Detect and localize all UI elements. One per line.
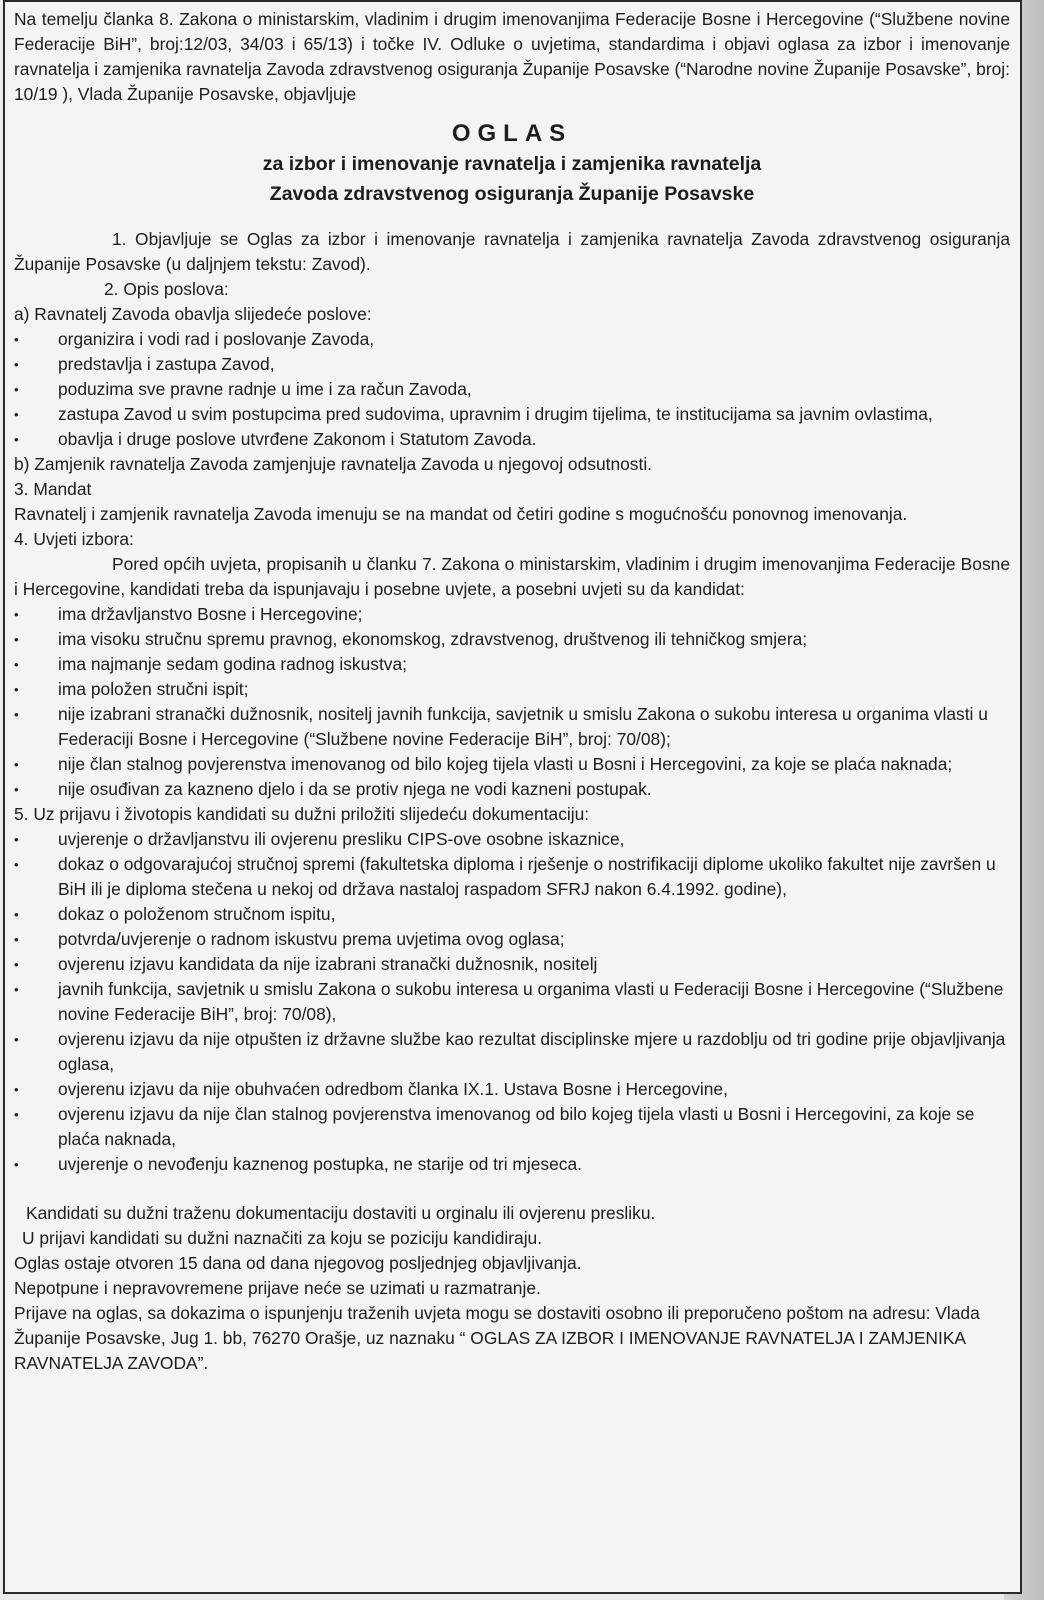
list-item: • nije član stalnog povjerenstva imenovanog od bilo kojeg tijela vlasti u Bosni i Hercegovini, za koje se plaća naknada;	[14, 752, 1010, 777]
notice-box	[3, 0, 1022, 1594]
list-item: • ima položen stručni ispit;	[14, 677, 1010, 702]
section-3-heading: 3. Mandat	[14, 479, 92, 499]
list-item: • ima visoku stručnu spremu pravnog, ekonomskog, zdravstvenog, društvenog ili tehničkog smjera;	[14, 627, 1010, 652]
closing-line-1: Kandidati su dužni traženu dokumentaciju dostaviti u orginalu ili ovjerenu presliku.	[26, 1203, 656, 1223]
list-item: • javnih funkcija, savjetnik u smislu Zakona o sukobu interesa u organima vlasti u Federaciji Bosne i Hercegovine (“Službene novine Federacije BiH”, broj: 70/08),	[14, 977, 1010, 1027]
section-1-text: 1. Objavljuje se Oglas za izbor i imenovanje ravnatelja i zamjenika ravnatelja Zavoda zdravstvenog osiguranja Županije Posavske (u daljnjem tekstu: Zavod).	[14, 229, 1010, 274]
closing-line-2: U prijavi kandidati su dužni naznačiti za koju se poziciju kandidiraju.	[22, 1228, 543, 1248]
section-5-heading: 5. Uz prijavu i životopis kandidati su dužni priložiti slijedeću dokumentaciju:	[14, 804, 590, 824]
section-2a-heading: a) Ravnatelj Zavoda obavlja slijedeće poslove:	[14, 304, 372, 324]
list-item: • ima najmanje sedam godina radnog iskustva;	[14, 652, 1010, 677]
section-4-heading: 4. Uvjeti izbora:	[14, 529, 134, 549]
section-4-text: Pored općih uvjeta, propisanih u članku 7. Zakona o ministarskim, vladinim i drugim imenovanjima Federacije Bosne i Hercegovine, kandidati treba da ispunjavaju i posebne uvjete, a posebni uvjeti su da kandidat:	[14, 554, 1010, 599]
spacer	[14, 1177, 1010, 1201]
list-item: • organizira i vodi rad i poslovanje Zavoda,	[14, 327, 1010, 352]
list-item: • dokaz o položenom stručnom ispitu,	[14, 902, 1010, 927]
notice-subtitle-line-2: Zavoda zdravstvenog osiguranja Županije Posavske	[269, 183, 755, 205]
section-2-heading: 2. Opis poslova:	[104, 279, 229, 299]
list-item: • potvrda/uvjerenje o radnom iskustvu prema uvjetima ovog oglasa;	[14, 927, 1010, 952]
list-item: • nije osuđivan za kazneno djelo i da se protiv njega ne vodi kazneni postupak.	[14, 777, 1010, 802]
list-item: • ima državljanstvo Bosne i Hercegovine;	[14, 602, 1010, 627]
list-item: • predstavlja i zastupa Zavod,	[14, 352, 1010, 377]
list-item: • poduzima sve pravne radnje u ime i za račun Zavoda,	[14, 377, 1010, 402]
list-item: • uvjerenje o nevođenju kaznenog postupka, ne starije od tri mjeseca.	[14, 1152, 1010, 1177]
closing-line-5: Prijave na oglas, sa dokazima o ispunjenju traženih uvjeta mogu se dostaviti osobno ili preporučeno poštom na adresu: Vlada Županije Posavske, Jug 1. bb, 76270 Orašje, uz naznaku “ OGLAS ZA IZBOR I IMENOVANJE RAVNATELJA I ZAMJENIKA RAVNATELJA ZAVODA”.	[14, 1303, 980, 1373]
list-item: • ovjerenu izjavu da nije otpušten iz državne službe kao rezultat disciplinske mjere u razdoblju od tri godine prije objavljivanja oglasa,	[14, 1027, 1010, 1077]
closing-line-3: Oglas ostaje otvoren 15 dana od dana njegovog posljednjeg objavljivanja.	[14, 1253, 582, 1273]
list-item: • nije izabrani stranački dužnosnik, nositelj javnih funkcija, savjetnik u smislu Zakona o sukobu interesa u organima vlasti u Federaciji Bosne i Hercegovine (“Službene novine Federacije BiH”, broj: 70/08);	[14, 702, 1010, 752]
list-item: • dokaz o odgovarajućoj stručnoj spremi (fakultetska diploma i rješenje o nostrifikaciji diplome ukoliko fakultet nije završen u BiH ili je diploma stečena u nekoj od država nastaloj raspadom SFRJ nakon 6.4.1992. godine),	[14, 852, 1010, 902]
section-3-text: Ravnatelj i zamjenik ravnatelja Zavoda imenuju se na mandat od četiri godine s mogućnošću ponovnog imenovanja.	[14, 504, 908, 524]
section-2a-list	[14, 327, 1010, 452]
list-item: • zastupa Zavod u svim postupcima pred sudovima, upravnim i drugim tijelima, te institucijama sa javnim ovlastima,	[14, 402, 1010, 427]
list-item: • ovjerenu izjavu da nije obuhvaćen odredbom članka IX.1. Ustava Bosne i Hercegovine,	[14, 1077, 1010, 1102]
notice-title: OGLAS	[451, 120, 573, 147]
list-item: • uvjerenje o državljanstvu ili ovjerenu presliku CIPS-ove osobne iskaznice,	[14, 827, 1010, 852]
list-item: • ovjerenu izjavu kandidata da nije izabrani stranački dužnosnik, nositelj	[14, 952, 1010, 977]
intro-paragraph: Na temelju članka 8. Zakona o ministarskim, vladinim i drugim imenovanjima Federacije Bosne i Hercegovine (“Službene novine Federacije BiH”, broj:12/03, 34/03 i 65/13) i točke IV. Odluke o uvjetima, standardima i objavi oglasa za izbor i imenovanje ravnatelja i zamjenika ravnatelja Zavoda zdravstvenog osiguranja Županije Posavske (“Narodne novine Županije Posavske”, broj: 10/19 ), Vlada Županije Posavske, objavljuje	[14, 9, 1010, 104]
list-item: • obavlja i druge poslove utvrđene Zakonom i Statutom Zavoda.	[14, 427, 1010, 452]
section-2b-text: b) Zamjenik ravnatelja Zavoda zamjenjuje ravnatelja Zavoda u njegovoj odsutnosti.	[14, 454, 653, 474]
section-4-list	[14, 602, 1010, 802]
closing-line-4: Nepotpune i nepravovremene prijave neće se uzimati u razmatranje.	[14, 1278, 541, 1298]
list-item: • ovjerenu izjavu da nije član stalnog povjerenstva imenovanog od bilo kojeg tijela vlasti u Bosni i Hercegovini, za koje se plaća naknada,	[14, 1102, 1010, 1152]
section-5-list	[14, 827, 1010, 1177]
notice-subtitle-line-1: za izbor i imenovanje ravnatelja i zamjenika ravnatelja	[262, 153, 762, 175]
title-block	[14, 119, 1010, 209]
